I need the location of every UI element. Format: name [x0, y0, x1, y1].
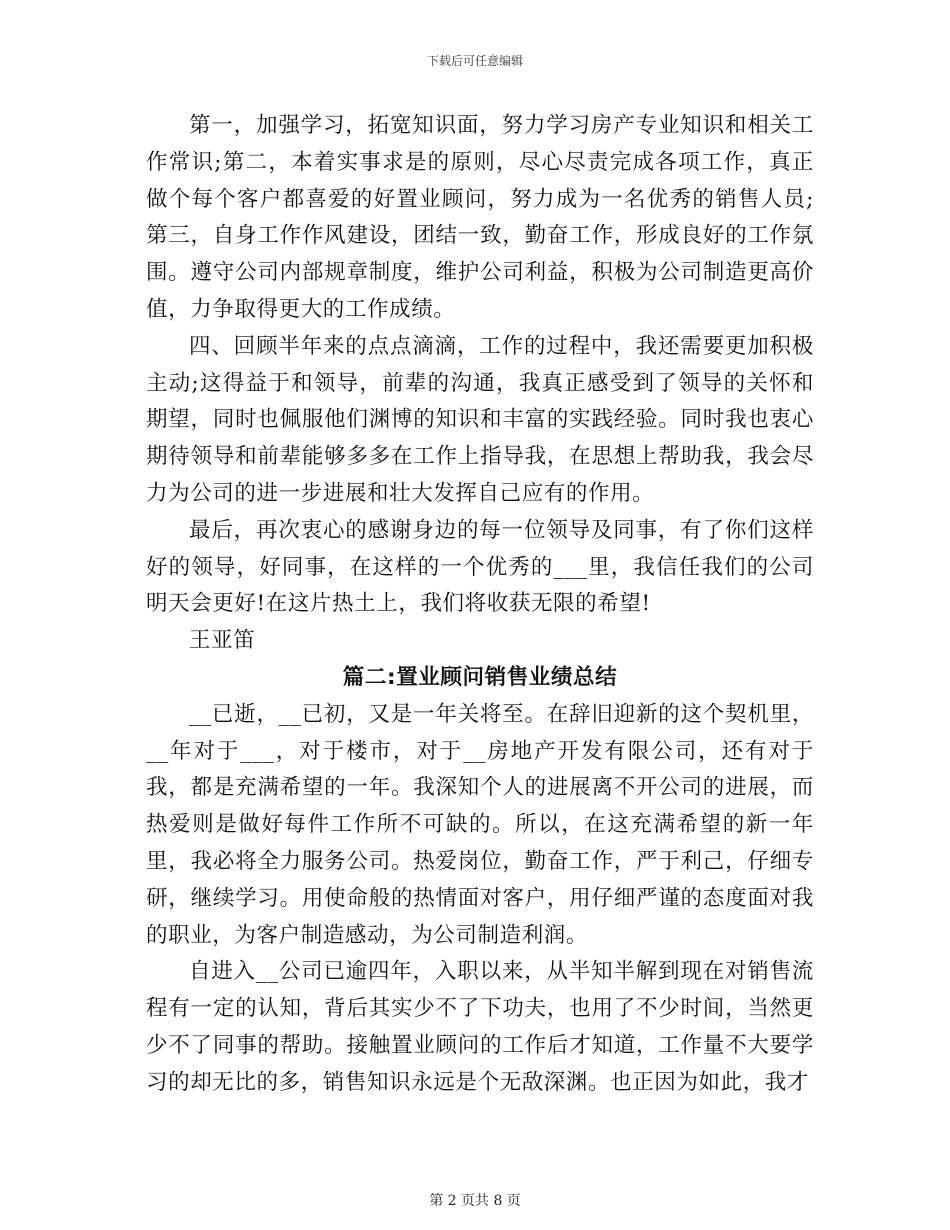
section-paragraph-2: 自进入__公司已逾四年，入职以来，从半知半解到现在对销售流程有一定的认知，背后其实少不了下功夫，也用了不少时间，当然更少不了同事的帮助。接触置业顾问的工作后才知道，工作量不大要学习的却无比的多，销售知识永远是个无敌深渊。也正因为如此，我才 [146, 959, 814, 1095]
paragraph-2: 四、回顾半年来的点点滴滴，工作的过程中，我还需要更加积极主动;这得益于和领导，前辈的沟通，我真正感受到了领导的关怀和期望，同时也佩服他们渊博的知识和丰富的实践经验。同时我也衷心期待领导和前辈能够多多在工作上指导我，在思想上帮助我，我会尽力为公司的进一步进展和壮大发挥自己应有的作用。 [146, 333, 814, 506]
signature: 王亚笛 [189, 628, 256, 654]
paragraph-1: 第一，加强学习，拓宽知识面，努力学习房产专业知识和相关工作常识;第二，本着实事求是的原则，尽心尽责完成各项工作，真正做个每个客户都喜爱的好置业顾问，努力成为一名优秀的销售人员;第三，自身工作作风建设，团结一致，勤奋工作，形成良好的工作氛围。遵守公司内部规章制度，维护公司利益，积极为公司制造更高价值，力争取得更大的工作成绩。 [146, 113, 814, 322]
page-footer: 第 2 页共 8 页 [429, 1193, 521, 1209]
paragraph-3: 最后，再次衷心的感谢身边的每一位领导及同事，有了你们这样好的领导，好同事，在这样的一个优秀的___里，我信任我们的公司明天会更好!在这片热土上，我们将收获无限的希望! [146, 517, 814, 617]
page-header: 下载后可任意编辑 [426, 54, 523, 68]
document-body [146, 108, 814, 1102]
section-paragraph-1: __已逝，__已初，又是一年关将至。在辞旧迎新的这个契机里，__年对于___，对于楼市，对于__房地产开发有限公司，还有对于我，都是充满希望的一年。我深知个人的进展离不开公司的进展，而热爱则是做好每件工作所不可缺的。所以，在这充满希望的新一年里，我必将全力服务公司。热爱岗位，勤奋工作，严于利己，仔细专研，继续学习。用使命般的热情面对客户，用仔细严谨的态度面对我的职业，为客户制造感动，为公司制造利润。 [146, 701, 814, 948]
section-title: 篇二:置业顾问销售业绩总结 [342, 664, 618, 690]
